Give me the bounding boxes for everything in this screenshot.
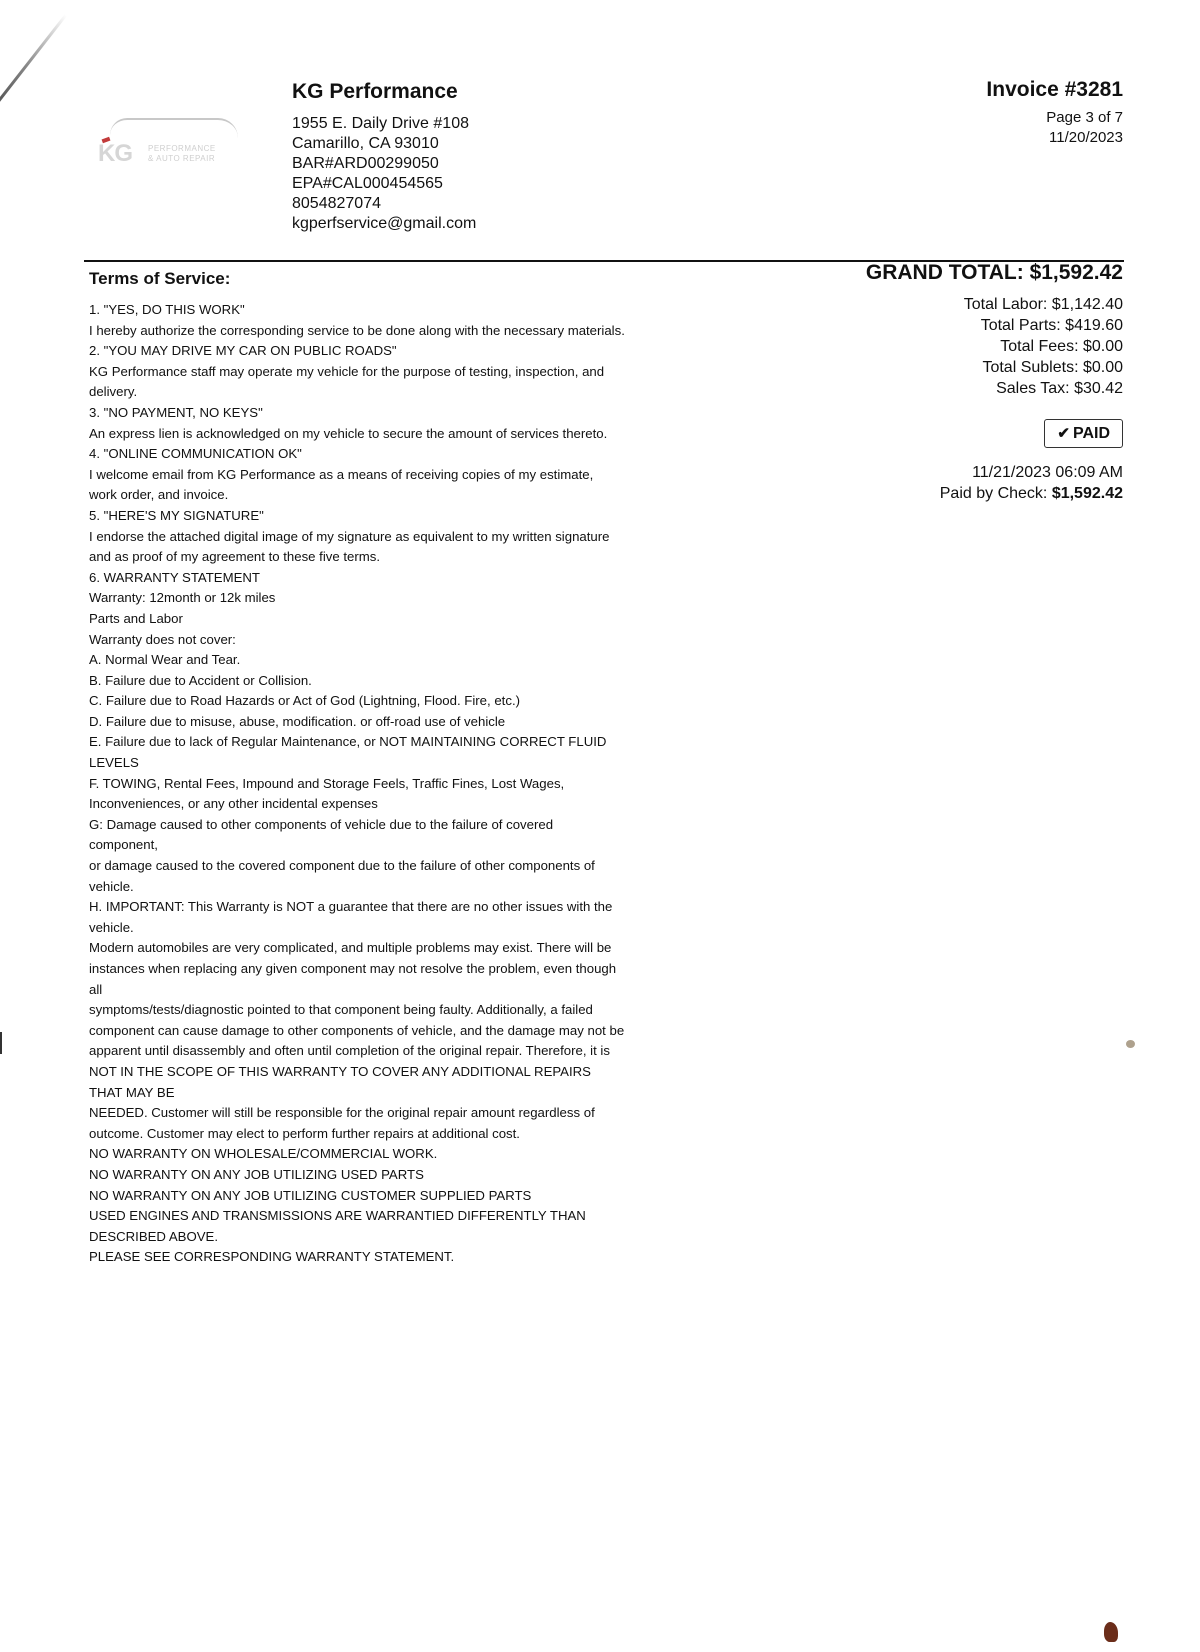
terms-line: DESCRIBED ABOVE.	[89, 1228, 218, 1244]
logo-subtitle-line-1: PERFORMANCE	[148, 144, 216, 153]
terms-line: vehicle.	[89, 878, 134, 894]
terms-line: delivery.	[89, 384, 138, 400]
terms-line: Parts and Labor	[89, 610, 183, 626]
company-address-2: Camarillo, CA 93010	[292, 135, 439, 152]
scan-artifact-line	[0, 14, 67, 142]
paid-badge-label: PAID	[1072, 425, 1110, 442]
terms-line: USED ENGINES AND TRANSMISSIONS ARE WARRANTIED DIFFERENTLY THAN	[89, 1208, 586, 1224]
invoice-date: 11/20/2023	[1049, 129, 1123, 146]
company-email: kgperfservice@gmail.com	[292, 215, 477, 232]
terms-line: G: Damage caused to other components of vehicle due to the failure of covered	[89, 816, 554, 832]
grand-total: GRAND TOTAL: $1,592.42	[865, 261, 1123, 284]
logo-subtitle	[148, 144, 216, 164]
terms-line: or damage caused to the covered component due to the failure of other components of	[89, 858, 595, 874]
terms-line: component can cause damage to other components of vehicle, and the damage may not be	[89, 1022, 625, 1038]
terms-line: NO WARRANTY ON ANY JOB UTILIZING CUSTOMER SUPPLIED PARTS	[89, 1187, 532, 1203]
terms-line: 1. "YES, DO THIS WORK"	[89, 302, 245, 317]
terms-line: A. Normal Wear and Tear.	[89, 652, 241, 668]
sales-tax: Sales Tax: $30.42	[996, 380, 1123, 397]
paid-badge	[1044, 419, 1123, 448]
company-bar-number: BAR#ARD00299050	[292, 155, 439, 172]
terms-line: PLEASE SEE CORRESPONDING WARRANTY STATEMENT.	[89, 1249, 455, 1265]
payment-method	[866, 483, 1123, 504]
terms-line: KG Performance staff may operate my vehicle for the purpose of testing, inspection, and	[89, 363, 605, 379]
terms-line: Warranty does not cover:	[89, 631, 236, 647]
terms-line: I endorse the attached digital image of my signature as equivalent to my written signature	[89, 528, 610, 544]
terms-line: NOT IN THE SCOPE OF THIS WARRANTY TO COVER ANY ADDITIONAL REPAIRS	[89, 1063, 591, 1079]
payment-amount: $1,592.42	[1051, 485, 1123, 502]
terms-of-service	[89, 269, 699, 1268]
terms-line: NO WARRANTY ON ANY JOB UTILIZING USED PARTS	[89, 1166, 424, 1182]
invoice-number: Invoice #3281	[986, 78, 1123, 101]
company-phone: 8054827074	[292, 195, 381, 212]
terms-heading: Terms of Service:	[89, 269, 231, 288]
terms-line: and as proof of my agreement to these five terms.	[89, 549, 381, 565]
logo-car-outline	[110, 118, 238, 138]
terms-line: work order, and invoice.	[89, 487, 229, 503]
terms-line: H. IMPORTANT: This Warranty is NOT a guarantee that there are no other issues with the	[89, 899, 613, 915]
terms-line: THAT MAY BE	[89, 1084, 175, 1100]
terms-line: 4. "ONLINE COMMUNICATION OK"	[89, 446, 302, 462]
terms-line: component,	[89, 837, 158, 853]
company-name: KG Performance	[292, 80, 458, 103]
terms-line: C. Failure due to Road Hazards or Act of God (Lightning, Flood. Fire, etc.)	[89, 693, 520, 709]
scan-artifact-edge	[0, 1032, 2, 1054]
payment-datetime: 11/21/2023 06:09 AM	[972, 464, 1123, 481]
terms-body	[89, 300, 699, 1268]
total-fees: Total Fees: $0.00	[1000, 338, 1123, 355]
terms-line: NO WARRANTY ON WHOLESALE/COMMERCIAL WORK.	[89, 1146, 438, 1162]
terms-line: NEEDED. Customer will still be responsible for the original repair amount regardless of	[89, 1105, 595, 1121]
terms-line: apparent until disassembly and often until completion of the original repair. Therefore, it is	[89, 1043, 610, 1059]
total-sublets: Total Sublets: $0.00	[982, 359, 1123, 376]
terms-line: E. Failure due to lack of Regular Maintenance, or NOT MAINTAINING CORRECT FLUID	[89, 734, 607, 750]
company-epa-number: EPA#CAL000454565	[292, 175, 443, 192]
invoice-totals	[866, 261, 1123, 504]
checkmark-icon: ✔	[1057, 425, 1070, 442]
invoice-meta	[986, 78, 1123, 148]
terms-line: F. TOWING, Rental Fees, Impound and Storage Feels, Traffic Fines, Lost Wages,	[89, 775, 565, 791]
terms-line: all	[89, 981, 103, 997]
terms-line: Modern automobiles are very complicated, and multiple problems may exist. There will be	[89, 940, 612, 956]
scan-speck	[1126, 1040, 1135, 1048]
terms-line: 2. "YOU MAY DRIVE MY CAR ON PUBLIC ROADS"	[89, 343, 397, 359]
company-logo	[92, 116, 252, 172]
terms-line: instances when replacing any given component may not resolve the problem, even though	[89, 961, 617, 976]
company-info	[292, 80, 476, 234]
terms-line: Inconveniences, or any other incidental expenses	[89, 796, 378, 812]
terms-line: B. Failure due to Accident or Collision.	[89, 672, 312, 688]
scan-stain	[1104, 1622, 1118, 1642]
terms-line: 6. WARRANTY STATEMENT	[89, 569, 260, 585]
terms-line: Warranty: 12month or 12k miles	[89, 590, 276, 606]
total-labor: Total Labor: $1,142.40	[963, 296, 1123, 313]
terms-line: 5. "HERE'S MY SIGNATURE"	[89, 507, 264, 523]
terms-line: vehicle.	[89, 919, 134, 935]
terms-line: I hereby authorize the corresponding service to be done along with the necessary materials.	[89, 322, 625, 338]
terms-line: outcome. Customer may elect to perform further repairs at additional cost.	[89, 1125, 520, 1141]
terms-line: 3. "NO PAYMENT, NO KEYS"	[89, 404, 263, 420]
payment-method-label: Paid by Check:	[939, 485, 1052, 502]
terms-line: symptoms/tests/diagnostic pointed to that component being faulty. Additionally, a failed	[89, 1002, 593, 1018]
terms-line: LEVELS	[89, 755, 139, 771]
logo-letters: KG	[98, 140, 132, 167]
invoice-page: Page 3 of 7	[1046, 109, 1123, 126]
terms-line: An express lien is acknowledged on my vehicle to secure the amount of services thereto.	[89, 425, 608, 441]
terms-line: I welcome email from KG Performance as a means of receiving copies of my estimate,	[89, 466, 594, 482]
total-parts: Total Parts: $419.60	[980, 317, 1123, 334]
logo-subtitle-line-2: & AUTO REPAIR	[148, 154, 216, 163]
company-address-1: 1955 E. Daily Drive #108	[292, 115, 469, 132]
terms-line: D. Failure due to misuse, abuse, modification. or off-road use of vehicle	[89, 713, 506, 729]
